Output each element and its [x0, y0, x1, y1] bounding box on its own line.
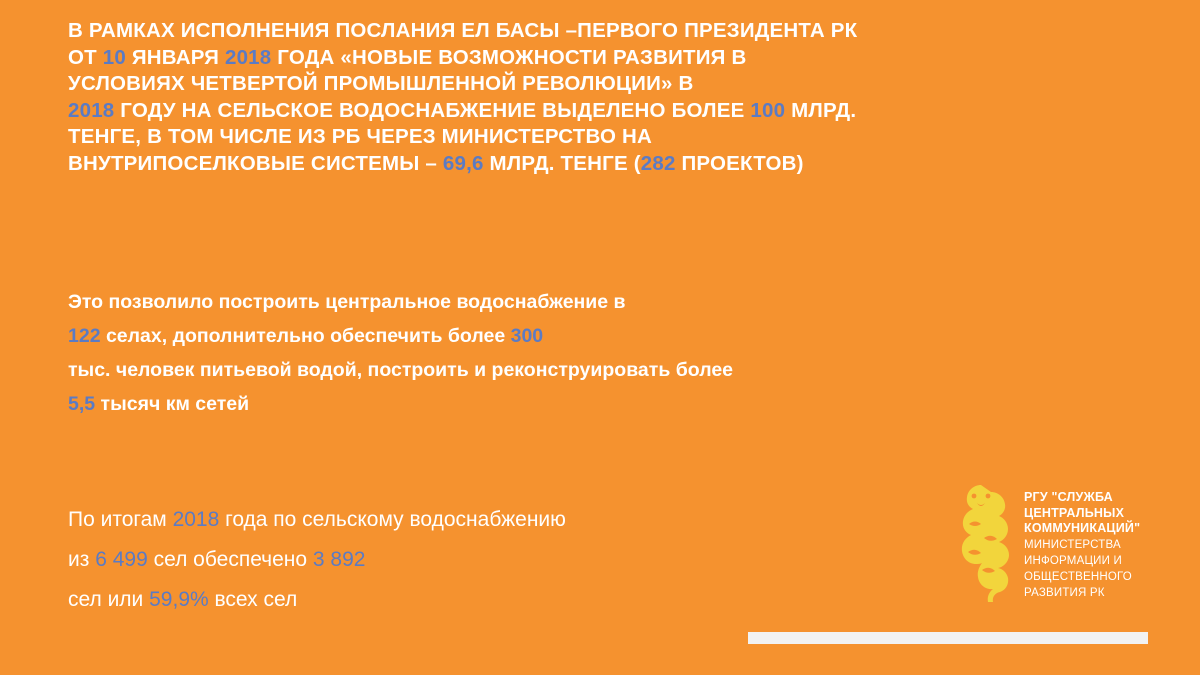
bottom-line-2 — [68, 540, 908, 580]
middle-line-3 — [68, 353, 1128, 387]
middle-line-4-text-a: тысяч км сетей — [95, 393, 250, 415]
logo-block — [948, 482, 1158, 632]
headline-line-5-text: ТЕНГЕ, В ТОМ ЧИСЛЕ ИЗ РБ ЧЕРЕЗ МИНИСТЕРСТВО НА — [68, 125, 653, 148]
logo-subtitle-line-4: РАЗВИТИЯ РК — [1024, 586, 1105, 599]
middle-line-3-text: тыс. человек питьевой водой, построить и реконструировать более — [68, 359, 734, 381]
middle-line-1 — [68, 285, 1128, 319]
logo-text-block — [1024, 490, 1164, 601]
headline-projects-number: 282 — [640, 151, 676, 175]
headline-line-1-text: В РАМКАХ ИСПОЛНЕНИЯ ПОСЛАНИЯ ЕЛ БАСЫ –ПЕРВОГО ПРЕЗИДЕНТА РК — [68, 19, 858, 42]
bottom-line-1-text-b: года по сельскому водоснабжению — [219, 508, 566, 531]
bottom-line-2-text-b: сел обеспечено — [147, 548, 313, 571]
headline-line-6-text-a: ВНУТРИПОСЕЛКОВЫЕ СИСТЕМЫ – — [68, 151, 443, 175]
bottom-year-number: 2018 — [172, 508, 220, 531]
headline-line-3-text: УСЛОВИЯХ ЧЕТВЕРТОЙ ПРОМЫШЛЕННОЙ РЕВОЛЮЦИИ» В — [68, 72, 694, 95]
middle-people-number: 300 — [510, 325, 544, 347]
logo-title-line-3: КОММУНИКАЦИЙ" — [1024, 521, 1141, 535]
headline-year-number-2: 2018 — [68, 98, 115, 122]
headline-line-4-text-a: ГОДУ НА СЕЛЬСКОЕ ВОДОСНАБЖЕНИЕ ВЫДЕЛЕНО БОЛЕЕ — [114, 98, 751, 122]
headline-line-5 — [68, 124, 1148, 151]
headline-line-2-text-b: ЯНВАРЯ — [125, 45, 225, 69]
middle-line-4 — [68, 387, 1128, 421]
logo-subtitle-line-2: ИНФОРМАЦИИ И — [1024, 554, 1122, 567]
headline-year-number-1: 2018 — [224, 45, 272, 69]
headline-line-6 — [68, 151, 1148, 178]
headline-line-2 — [68, 45, 1148, 72]
bottom-line-1 — [68, 500, 908, 540]
logo-subtitle-line-3: ОБЩЕСТВЕННОГО — [1024, 570, 1132, 583]
bottom-total-villages-number: 6 499 — [95, 548, 148, 571]
bottom-line-3-text-b: всех сел — [208, 588, 298, 611]
bottom-percent-number: 59,9% — [149, 588, 209, 611]
headline-line-2-text-a: ОТ — [68, 45, 103, 69]
headline-billions-number: 100 — [750, 98, 786, 122]
headline-line-1 — [68, 18, 1148, 45]
bottom-line-2-text-a: из — [68, 548, 96, 571]
middle-line-2-text-a: селах, дополнительно обеспечить более — [100, 325, 511, 347]
bottom-line-1-text-a: По итогам — [68, 508, 173, 531]
headline-inner-systems-number: 69,6 — [442, 151, 484, 175]
bottom-line-3-text-a: сел или — [68, 588, 150, 611]
headline-day-number: 10 — [102, 45, 126, 69]
logo-subtitle-line-1: МИНИСТЕРСТВА — [1024, 538, 1121, 551]
middle-villages-number: 122 — [68, 325, 101, 347]
middle-line-2 — [68, 319, 1128, 353]
middle-network-number: 5,5 — [68, 393, 96, 415]
headline-line-2-text-c: ГОДА «НОВЫЕ ВОЗМОЖНОСТИ РАЗВИТИЯ В — [271, 45, 747, 69]
logo-title-line-2: ЦЕНТРАЛЬНЫХ — [1024, 505, 1125, 520]
headline-line-3 — [68, 71, 1148, 98]
footer-bar — [748, 632, 1148, 644]
headline-line-6-text-c: ПРОЕКТОВ) — [675, 151, 804, 175]
headline-block — [68, 18, 1148, 177]
snow-leopard-emblem-icon — [948, 482, 1014, 602]
middle-line-1-text: Это позволило построить центральное водоснабжение в — [68, 291, 626, 313]
bottom-line-3 — [68, 580, 908, 620]
logo-title-line-1: РГУ "СЛУЖБА — [1024, 490, 1113, 504]
middle-block — [68, 285, 1128, 421]
headline-line-6-text-b: МЛРД. ТЕНГЕ ( — [483, 151, 641, 175]
headline-line-4-text-b: МЛРД. — [785, 98, 857, 122]
headline-line-4 — [68, 98, 1148, 125]
bottom-block — [68, 500, 908, 620]
bottom-supplied-villages-number: 3 892 — [312, 548, 366, 571]
